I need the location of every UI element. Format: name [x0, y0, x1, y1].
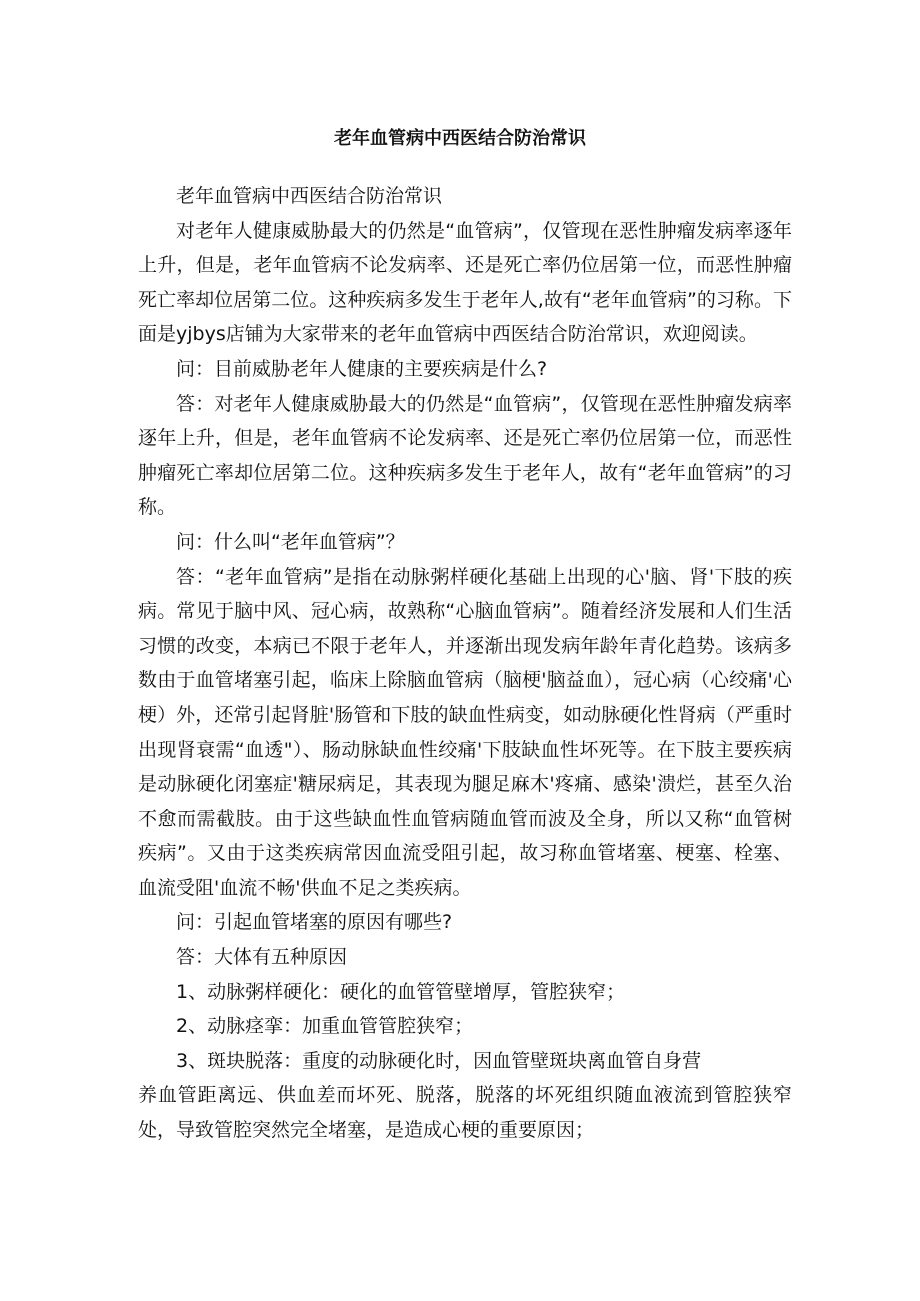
- list-item: 3、斑块脱落：重度的动脉硬化时，因血管壁斑块离血管自身营: [176, 1049, 702, 1072]
- paragraph-answer: 答：大体有五种原因: [176, 946, 348, 969]
- paragraph-answer: 答：“老年血管病”是指在动脉粥样硬化基础上出现的心'脑、肾'下肢的疾病。常见于脑中风、冠心病，故熟称“心脑血管病”。随着经济发展和人们生活习惯的改变，本病已不限于老年人，并逐渐出现发病年龄年青化趋势。该病多数由于血管堵塞引起，临床上除脑血管病（脑梗'脑益血），冠心病（心绞痛'心梗）外，还常引起肾脏'肠管和下肢的缺血性病变，如动脉硬化性肾病（严重时出现肾衰需“血透"）、肠动脉缺血性绞痛'下肢缺血性坏死等。在下肢主要疾病是动脉硬化闭塞症'糖尿病足，其表现为腿足麻木'疼痛、感染'溃烂，甚至久治不愈而需截肢。由于这些缺血性血管病随血管而波及全身，所以又称“血管树疾病”。又由于这类疾病常因血流受阻引起，故习称血管堵塞、梗塞、栓塞、血流受阻'血流不畅'供血不足之类疾病。: [138, 565, 792, 899]
- paragraph-question: 问：目前威胁老年人健康的主要疾病是什么?: [176, 357, 548, 380]
- list-item: 2、动脉痉挛：加重血管管腔狭窄；: [176, 1015, 474, 1038]
- paragraph-subtitle: 老年血管病中西医结合防治常识: [176, 185, 443, 207]
- paragraph-answer: 答：对老年人健康威胁最大的仍然是“血管病”，仅管现在恶性肿瘤发病率逐年上升，但是，老年血管病不论发病率、还是死亡率仍位居第一位，而恶性肿瘤死亡率却位居第二位。这种疾病多发生于老年人，故有“老年血管病”的习称。: [138, 392, 792, 519]
- document-title: 老年血管病中西医结合防治常识: [334, 128, 586, 149]
- paragraph-continuation: 养血管距离远、供血差而坏死、脱落，脱落的坏死组织随血液流到管腔狭窄处，导致管腔突然完全堵塞，是造成心梗的重要原因；: [138, 1084, 792, 1142]
- paragraph-question: 问：什么叫“老年血管病”？: [176, 530, 405, 553]
- list-item: 1、动脉粥样硬化：硬化的血管管壁增厚，管腔狭窄；: [176, 980, 626, 1003]
- document-body: [138, 179, 792, 1148]
- paragraph-question: 问：引起血管堵塞的原因有哪些?: [176, 911, 453, 934]
- paragraph-intro: 对老年人健康威胁最大的仍然是“血管病”，仅管现在恶性肿瘤发病率逐年上升，但是，老年血管病不论发病率、还是死亡率仍位居第一位，而恶性肿瘤死亡率却位居第二位。这种疾病多发生于老年人,故有“老年血管病”的习称。下面是yjbys店铺为大家带来的老年血管病中西医结合防治常识，欢迎阅读。: [138, 219, 792, 346]
